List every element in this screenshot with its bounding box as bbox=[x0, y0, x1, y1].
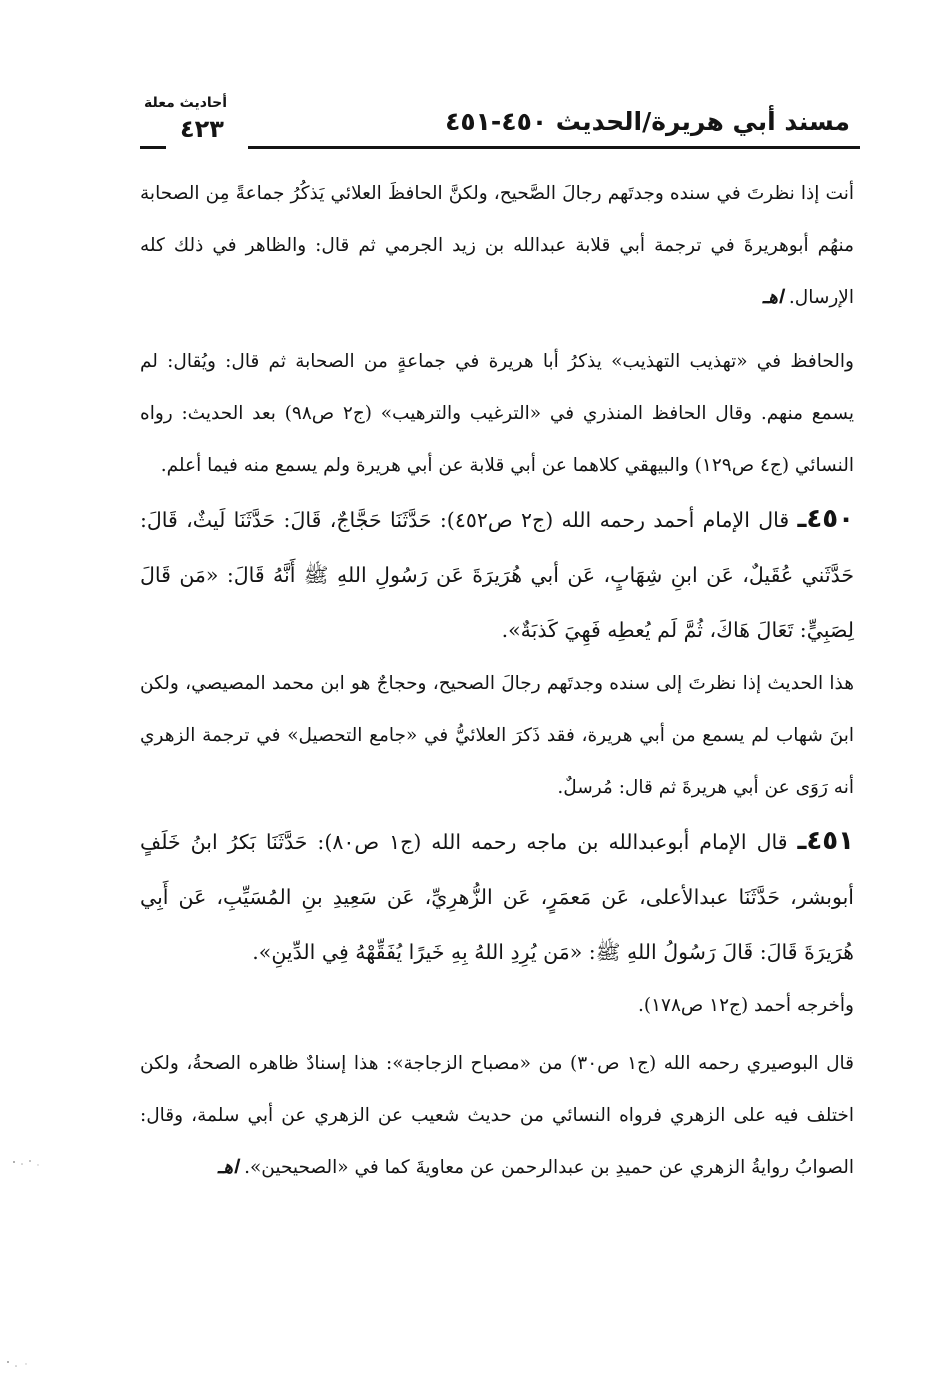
page-header bbox=[140, 95, 860, 155]
paragraph-5-text: قال البوصيري رحمه الله (ج١ ص٣٠) من «مصباح الزجاجة»: هذا إسنادٌ ظاهره الصحةُ، ولكن اختلف فيه على الزهري فرواه النسائي من حديث شعيب عن الزهري عن أبي سلمة، وقال: الصوابُ روايةُ الزهري عن حميدِ بن عبدالرحمن عن معاويةَ كما في «الصحيحين». bbox=[140, 1053, 854, 1178]
paragraph-1-text: أنت إذا نظرتَ في سنده وجدتَهم رجالَ الصَّحيح، ولكنَّ الحافظَ العلائي يَذكُرُ جماعةً مِن الصحابة منهُم أبوهريرةَ في ترجمة أبي قلابة عبدالله بن زيد الجرمي ثم قال: والظاهر في ذلك كله الإرسال. bbox=[140, 183, 854, 308]
page-body bbox=[140, 168, 854, 1194]
page-number: ٤٢٣ bbox=[180, 115, 224, 143]
hadith-dash: ـ bbox=[797, 504, 807, 534]
paragraph-1 bbox=[140, 168, 854, 324]
paragraph-2: والحافظ في «تهذيب التهذيب» يذكرُ أبا هريرة في جماعةٍ من الصحابة ثم قال: ويُقال: لم يسمع منهم. وقال الحافظ المنذري في «الترغيب والترهيب» (ج٢ ص٩٨) بعد الحديث: رواه النسائي (ج٤ ص١٢٩) والبيهقي كلاهما عن أبي قلابة عن أبي هريرة ولم يسمع منه فيما أعلم. bbox=[140, 351, 854, 476]
hadith-450 bbox=[140, 492, 854, 658]
end-mark: اهـ bbox=[762, 287, 784, 308]
paragraph-3: هذا الحديث إذا نظرتَ إلى سنده وجدتَهم رجالَ الصحيح، وحجاجٌ هو ابن محمد المصيصي، ولكن ابنَ شهاب لم يسمع من أبي هريرة، فقد ذَكرَ العلائيُّ في «جامع التحصيل» في ترجمة الزهري أنه رَوَى عن أبي هريرةَ ثم قال: مُرسلٌ. bbox=[140, 673, 854, 798]
hadith-number-450: ٤٥٠ bbox=[806, 504, 854, 534]
hadith-451-text: قال الإمام أبوعبدالله بن ماجه رحمه الله (ج١ ص٨٠): حَدَّثَنَا بَكرُ ابنُ خَلَفٍ أبوبشر، حَدَّثَنَا عبدالأعلى، عَن مَعمَرٍ، عَن الزُّهرِيِّ، عَن سَعِيدِ بنِ المُسَيِّبِ، عَن أَبِي هُرَيرَةَ قَالَ: قَالَ رَسُولُ اللهِ ﷺ: «مَن يُرِدِ اللهُ بِهِ خَيرًا يُفَقِّهْهُ فِي الدِّينِ». bbox=[140, 830, 854, 964]
header-rule-left bbox=[140, 146, 166, 149]
paragraph-4: وأخرجه أحمد (ج١٢ ص١٧٨). bbox=[637, 995, 854, 1016]
paragraph-5 bbox=[140, 1038, 854, 1194]
end-mark: اهـ bbox=[217, 1157, 239, 1178]
hadith-number-451: ٤٥١ bbox=[806, 826, 854, 856]
hadith-450-text: قال الإمام أحمد رحمه الله (ج٢ ص٤٥٢): حَدَّثَنَا حَجَّاجٌ، قَالَ: حَدَّثَنَا لَيثٌ، قَالَ: حَدَّثَني عُقَيلٌ، عَن ابنِ شِهَابٍ، عَن أبي هُرَيرَةَ عَن رَسُولِ اللهِ ﷺ أَنَّهُ قَالَ: «مَن قَالَ لِصَبِيٍّ: تَعَالَ هَاكَ، ثُمَّ لَم يُعطِه فَهِيَ كَذبَةٌ». bbox=[140, 508, 854, 642]
header-title: مسند أبي هريرة/الحديث ٤٥٠-٤٥١ bbox=[445, 107, 850, 136]
hadith-451 bbox=[140, 814, 854, 980]
header-rule bbox=[248, 146, 860, 149]
scan-specks bbox=[0, 1150, 60, 1380]
hadith-dash: ـ bbox=[797, 826, 807, 856]
header-tag: أحاديث معلة bbox=[144, 95, 228, 111]
